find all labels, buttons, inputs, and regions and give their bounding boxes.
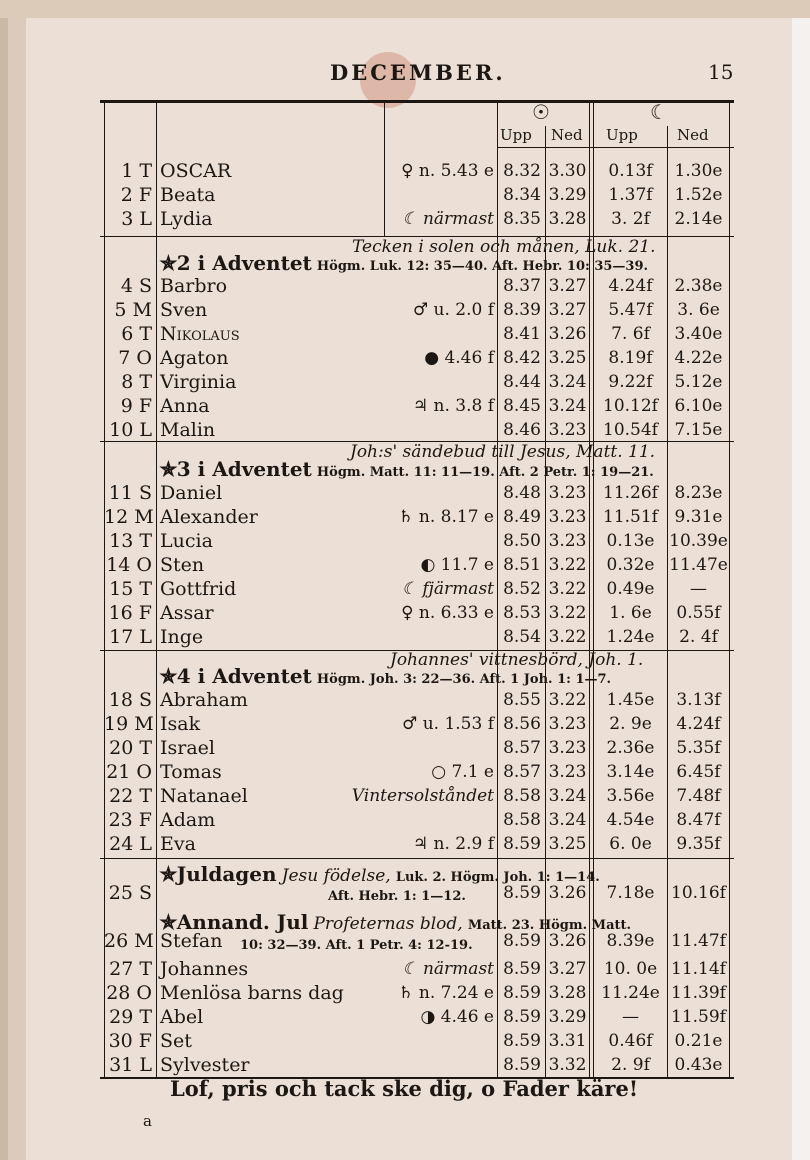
- moonrise-time: 6. 0e: [609, 834, 652, 854]
- moonrise-time: 7.18e: [606, 883, 655, 903]
- moonset-time: 2.38e: [674, 276, 723, 296]
- saint-name: Isak: [160, 713, 201, 735]
- sunset-time: 3.23: [548, 483, 587, 503]
- moonrise-time: 4.24f: [608, 276, 653, 296]
- day-number: 27 T: [109, 958, 152, 980]
- moonset-time: 5.12e: [674, 372, 723, 392]
- saint-name: Agaton: [160, 347, 229, 369]
- sunrise-time: 8.59: [503, 959, 541, 979]
- celestial-event: ♂ u. 1.53 f: [402, 714, 494, 734]
- moonset-time: 1.52e: [674, 185, 723, 205]
- sunset-time: 3.27: [548, 300, 587, 320]
- celestial-event: ◑ 4.46 e: [420, 1007, 494, 1027]
- star-icon: ✯: [160, 664, 177, 688]
- saint-name: Menlösa barns dag: [160, 982, 344, 1004]
- sunday-title-5: ✯Annand. Jul Profeternas blod, Matt. 23. Högm. Matt.: [160, 910, 632, 934]
- moonset-time: 5.35f: [676, 738, 721, 758]
- sunday-readings-5: 10: 32—39. Aft. 1 Petr. 4: 12-19.: [240, 938, 473, 953]
- saint-name: Eva: [160, 833, 196, 855]
- sunday-note-3: Johannes' vittnesbörd, Joh. 1.: [390, 650, 644, 670]
- day-number: 24 L: [109, 833, 152, 855]
- sunrise-time: 8.37: [503, 276, 541, 296]
- sunset-time: 3.24: [548, 810, 587, 830]
- sunset-time: 3.32: [548, 1055, 587, 1075]
- sunset-time: 3.27: [548, 959, 587, 979]
- day-number: 16 F: [108, 602, 152, 624]
- saint-name: Nikolaus: [160, 323, 240, 345]
- sunrise-time: 8.41: [503, 324, 541, 344]
- saint-name: Barbro: [160, 275, 228, 297]
- sunset-time: 3.31: [548, 1031, 587, 1051]
- sunrise-time: 8.50: [503, 531, 541, 551]
- sunday-title-2: ✯3 i Adventet Högm. Matt. 11: 11—19. Aft. 2 Petr. 1: 19—21.: [160, 457, 654, 481]
- moonset-time: 7.15e: [674, 420, 723, 440]
- moonset-time: 7.48f: [676, 786, 721, 806]
- moonrise-time: 5.47f: [608, 300, 653, 320]
- moonset-time: 9.31e: [674, 507, 723, 527]
- sunset-time: 3.22: [548, 579, 587, 599]
- moonrise-time: 9.22f: [608, 372, 653, 392]
- day-number: 12 M: [104, 506, 154, 528]
- sunrise-time: 8.56: [503, 714, 541, 734]
- celestial-event: Vintersolståndet: [351, 786, 494, 806]
- sunrise-time: 8.58: [503, 786, 541, 806]
- sunrise-time: 8.59: [503, 834, 541, 854]
- moonset-time: 3.40e: [674, 324, 723, 344]
- day-number: 31 L: [109, 1054, 152, 1076]
- sunday-readings-4: Aft. Hebr. 1: 1—12.: [328, 889, 466, 904]
- day-number: 2 F: [120, 184, 152, 206]
- sunset-time: 3.27: [548, 276, 587, 296]
- moonrise-time: —: [622, 1007, 639, 1027]
- sunset-time: 3.29: [548, 1007, 587, 1027]
- day-number: 26 M: [104, 930, 154, 952]
- saint-name: Sven: [160, 299, 208, 321]
- sunrise-time: 8.59: [503, 983, 541, 1003]
- book-top-strip: [0, 0, 810, 18]
- moonrise-time: 0.32e: [606, 555, 655, 575]
- sunrise-time: 8.44: [503, 372, 541, 392]
- sunday-title-4: ✯Juldagen Jesu födelse, Luk. 2. Högm. Joh. 1: 1—14.: [160, 862, 600, 886]
- saint-name: Malin: [160, 419, 216, 441]
- rule-header: [498, 147, 734, 148]
- day-number: 21 O: [106, 761, 152, 783]
- celestial-event: ☾ närmast: [402, 959, 494, 979]
- moonrise-time: 2.36e: [606, 738, 655, 758]
- day-number: 25 S: [108, 882, 152, 904]
- moonrise-time: 0.49e: [606, 579, 655, 599]
- page-mark: a: [143, 1112, 152, 1130]
- celestial-event: ♂ u. 2.0 f: [412, 300, 494, 320]
- moonrise-time: 2. 9f: [611, 1055, 650, 1075]
- star-icon: ✯: [160, 862, 177, 886]
- moonset-time: 0.21e: [674, 1031, 723, 1051]
- sun-symbol: ☉: [532, 100, 550, 124]
- moonset-time: 4.22e: [674, 348, 723, 368]
- sunset-time: 3.24: [548, 372, 587, 392]
- sunrise-time: 8.48: [503, 483, 541, 503]
- moonset-time: 11.39f: [671, 983, 726, 1003]
- sun-set-header: Ned: [551, 126, 583, 144]
- sunday-note-1: Tecken i solen och månen, Luk. 21.: [352, 237, 656, 257]
- day-number: 20 T: [109, 737, 152, 759]
- page-number: 15: [708, 60, 734, 84]
- celestial-event: ♃ n. 2.9 f: [412, 834, 494, 854]
- day-number: 3 L: [121, 208, 152, 230]
- sunrise-time: 8.55: [503, 690, 541, 710]
- moonset-time: 11.47e: [669, 555, 728, 575]
- moonrise-time: 10. 0e: [603, 959, 658, 979]
- sunrise-time: 8.53: [503, 603, 541, 623]
- sunset-time: 3.26: [548, 883, 587, 903]
- sunset-time: 3.28: [548, 209, 587, 229]
- saint-name: OSCAR: [160, 160, 232, 182]
- saint-name: Stefan: [160, 930, 223, 952]
- day-number: 22 T: [109, 785, 152, 807]
- sunset-time: 3.24: [548, 786, 587, 806]
- moonrise-time: 0.46f: [608, 1031, 653, 1051]
- moonset-time: 9.35f: [676, 834, 721, 854]
- day-number: 23 F: [108, 809, 152, 831]
- moon-set-header: Ned: [677, 126, 709, 144]
- day-number: 28 O: [106, 982, 152, 1004]
- sun-rise-header: Upp: [500, 126, 532, 144]
- moon-rise-header: Upp: [606, 126, 638, 144]
- day-number: 4 S: [120, 275, 152, 297]
- day-number: 8 T: [121, 371, 152, 393]
- moonrise-time: 1. 6e: [609, 603, 652, 623]
- day-number: 7 O: [118, 347, 152, 369]
- moonrise-time: 10.12f: [603, 396, 658, 416]
- sunrise-time: 8.39: [503, 300, 541, 320]
- sunset-time: 3.29: [548, 185, 587, 205]
- moonset-time: 11.47f: [671, 931, 726, 951]
- saint-name: Lucia: [160, 530, 213, 552]
- celestial-event: ♄ n. 7.24 e: [398, 983, 494, 1003]
- sunset-time: 3.23: [548, 738, 587, 758]
- celestial-event: ♀ n. 5.43 e: [401, 161, 494, 181]
- moon-symbol: ☾: [650, 100, 668, 124]
- month-title: DECEMBER.: [330, 60, 506, 85]
- saint-name: Tomas: [160, 761, 222, 783]
- day-number: 11 S: [108, 482, 152, 504]
- sunset-time: 3.23: [548, 507, 587, 527]
- sunrise-time: 8.32: [503, 161, 541, 181]
- saint-name: Abraham: [160, 689, 248, 711]
- day-number: 10 L: [109, 419, 152, 441]
- sunset-time: 3.23: [548, 420, 587, 440]
- saint-name: Daniel: [160, 482, 223, 504]
- day-number: 6 T: [121, 323, 152, 345]
- saint-name: Abel: [160, 1006, 204, 1028]
- sunrise-time: 8.57: [503, 762, 541, 782]
- moonset-time: 11.14f: [671, 959, 726, 979]
- sunrise-time: 8.52: [503, 579, 541, 599]
- moonset-time: 1.30e: [674, 161, 723, 181]
- moonset-time: 0.43e: [674, 1055, 723, 1075]
- moonset-time: 4.24f: [676, 714, 721, 734]
- day-number: 29 T: [109, 1006, 152, 1028]
- saint-name: Gottfrid: [160, 578, 237, 600]
- sunrise-time: 8.54: [503, 627, 541, 647]
- moonset-time: —: [690, 579, 707, 599]
- moonrise-time: 3.14e: [606, 762, 655, 782]
- sunset-time: 3.25: [548, 348, 587, 368]
- moonrise-time: 11.24e: [601, 983, 660, 1003]
- star-icon: ✯: [160, 457, 177, 481]
- sunrise-time: 8.45: [503, 396, 541, 416]
- day-number: 1 T: [121, 160, 152, 182]
- celestial-event: ♃ n. 3.8 f: [412, 396, 494, 416]
- moonrise-time: 1.24e: [606, 627, 655, 647]
- saint-name: Beata: [160, 184, 216, 206]
- moonset-time: 10.39e: [669, 531, 728, 551]
- page-right-edge: [792, 18, 810, 1160]
- moonset-time: 6.10e: [674, 396, 723, 416]
- saint-name: Israel: [160, 737, 215, 759]
- saint-name: Johannes: [160, 958, 249, 980]
- star-icon: ✯: [160, 910, 177, 934]
- moonrise-time: 8.19f: [608, 348, 653, 368]
- sunset-time: 3.23: [548, 714, 587, 734]
- day-number: 14 O: [106, 554, 152, 576]
- sunset-time: 3.22: [548, 555, 587, 575]
- sunrise-time: 8.59: [503, 1007, 541, 1027]
- day-number: 18 S: [108, 689, 152, 711]
- moonset-time: 8.47f: [676, 810, 721, 830]
- day-number: 13 T: [109, 530, 152, 552]
- rule-phen-col: [384, 100, 385, 236]
- sunrise-time: 8.46: [503, 420, 541, 440]
- day-number: 9 F: [120, 395, 152, 417]
- saint-name: Anna: [160, 395, 210, 417]
- sunrise-time: 8.49: [503, 507, 541, 527]
- moonset-time: 6.45f: [676, 762, 721, 782]
- celestial-event: ● 4.46 f: [424, 348, 494, 368]
- sunday-title-1: ✯2 i Adventet Högm. Luk. 12: 35—40. Aft. Hebr. 10: 35—39.: [160, 251, 649, 275]
- sunday-note-2: Joh:s' sändebud till Jesus, Matt. 11.: [350, 442, 656, 462]
- moonrise-time: 0.13f: [608, 161, 653, 181]
- moonrise-time: 11.26f: [603, 483, 658, 503]
- rule-top: [100, 100, 734, 103]
- sunset-time: 3.23: [548, 531, 587, 551]
- moonrise-time: 8.39e: [606, 931, 655, 951]
- moonrise-time: 0.13e: [606, 531, 655, 551]
- moonrise-time: 2. 9e: [609, 714, 652, 734]
- saint-name: Lydia: [160, 208, 213, 230]
- moonset-time: 2. 4f: [679, 627, 718, 647]
- sunrise-time: 8.59: [503, 1055, 541, 1075]
- moonset-time: 10.16f: [671, 883, 726, 903]
- moonset-time: 8.23e: [674, 483, 723, 503]
- sunset-time: 3.25: [548, 834, 587, 854]
- sunset-time: 3.26: [548, 324, 587, 344]
- moonrise-time: 3. 2f: [611, 209, 650, 229]
- saint-name: Inge: [160, 626, 204, 648]
- day-number: 15 T: [109, 578, 152, 600]
- moonrise-time: 1.37f: [608, 185, 653, 205]
- celestial-event: ○ 7.1 e: [431, 762, 494, 782]
- sunset-time: 3.23: [548, 762, 587, 782]
- saint-name: Virginia: [160, 371, 237, 393]
- footer-verse: Lof, pris och tack ske dig, o Fader käre!: [170, 1076, 639, 1101]
- sunday-title-3: ✯4 i Adventet Högm. Joh. 3: 22—36. Aft. 1 Joh. 1: 1—7.: [160, 664, 612, 688]
- celestial-event: ☾ fjärmast: [401, 579, 494, 599]
- day-number: 17 L: [109, 626, 152, 648]
- moonset-time: 11.59f: [671, 1007, 726, 1027]
- sunset-time: 3.28: [548, 983, 587, 1003]
- saint-name: Adam: [160, 809, 216, 831]
- moonset-time: 2.14e: [674, 209, 723, 229]
- moonrise-time: 1.45e: [606, 690, 655, 710]
- rule-right: [729, 100, 730, 1077]
- moonrise-time: 11.51f: [603, 507, 658, 527]
- sunrise-time: 8.58: [503, 810, 541, 830]
- moonset-time: 3. 6e: [677, 300, 720, 320]
- celestial-event: ♀ n. 6.33 e: [401, 603, 494, 623]
- moonrise-time: 7. 6f: [611, 324, 650, 344]
- day-number: 5 M: [114, 299, 152, 321]
- saint-name: Set: [160, 1030, 192, 1052]
- moonset-time: 3.13f: [676, 690, 721, 710]
- sunset-time: 3.24: [548, 396, 587, 416]
- sunset-time: 3.30: [548, 161, 587, 181]
- moonrise-time: 3.56e: [606, 786, 655, 806]
- rule-day-col: [156, 100, 157, 1077]
- sunrise-time: 8.34: [503, 185, 541, 205]
- moonrise-time: 10.54f: [603, 420, 658, 440]
- celestial-event: ◐ 11.7 e: [420, 555, 494, 575]
- star-icon: ✯: [160, 251, 177, 275]
- saint-name: Sten: [160, 554, 205, 576]
- saint-name: Natanael: [160, 785, 248, 807]
- sunrise-time: 8.57: [503, 738, 541, 758]
- day-number: 30 F: [108, 1030, 152, 1052]
- sunrise-time: 8.35: [503, 209, 541, 229]
- moonset-time: 0.55f: [676, 603, 721, 623]
- sunset-time: 3.22: [548, 603, 587, 623]
- celestial-event: ☾ närmast: [402, 209, 494, 229]
- sunset-time: 3.22: [548, 627, 587, 647]
- page-header: [0, 60, 810, 94]
- sunrise-time: 8.42: [503, 348, 541, 368]
- sunset-time: 3.26: [548, 931, 587, 951]
- day-number: 19 M: [104, 713, 154, 735]
- sunrise-time: 8.59: [503, 1031, 541, 1051]
- sunrise-time: 8.59: [503, 931, 541, 951]
- sunrise-time: 8.59: [503, 883, 541, 903]
- rule-week-4: [100, 858, 734, 859]
- saint-name: Alexander: [160, 506, 258, 528]
- sunset-time: 3.22: [548, 690, 587, 710]
- saint-name: Assar: [160, 602, 214, 624]
- celestial-event: ♄ n. 8.17 e: [398, 507, 494, 527]
- saint-name: Sylvester: [160, 1054, 250, 1076]
- moonrise-time: 4.54e: [606, 810, 655, 830]
- sunrise-time: 8.51: [503, 555, 541, 575]
